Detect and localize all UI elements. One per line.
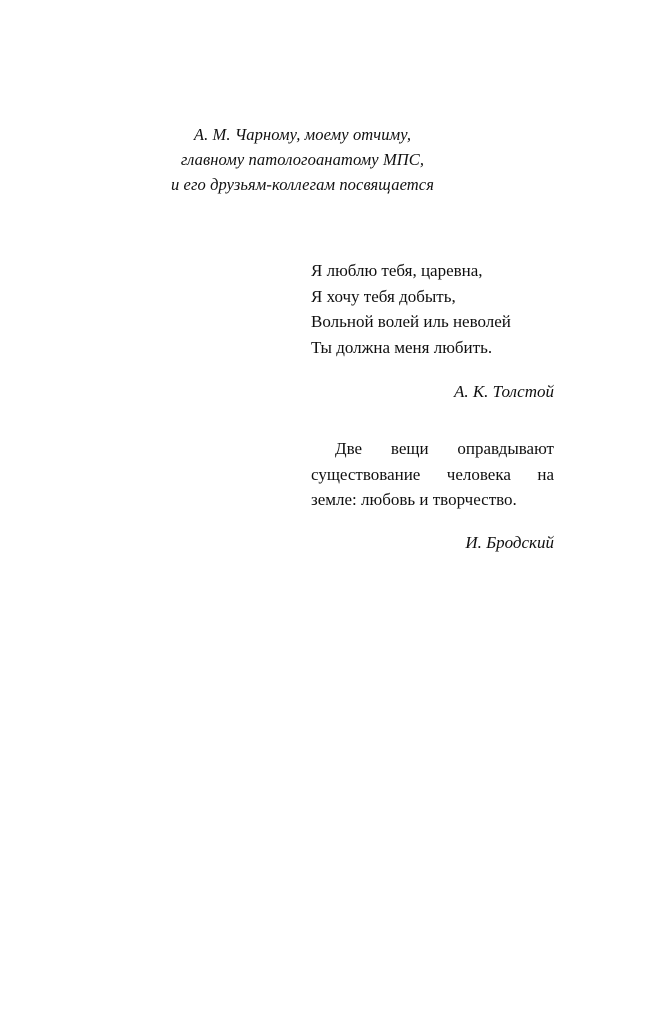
epigraph-verse-line-3: Вольной волей иль неволей	[311, 312, 511, 331]
epigraph-verse-line-2: Я хочу тебя добыть,	[311, 286, 456, 306]
epigraph-verse-line-1: Я люблю тебя, царевна,	[311, 261, 483, 280]
epigraph-prose-text: Две вещи оправдывают существование человека на земле: любовь и творчество.	[311, 439, 554, 509]
dedication-block	[0, 122, 605, 197]
dedication-line-3: и его друзьям-коллегам посвящается	[170, 175, 434, 194]
epigraph-prose-block	[311, 436, 554, 555]
dedication-line-1: А. М. Чарному, моему отчиму,	[193, 125, 412, 144]
epigraph-verse-block	[311, 258, 641, 405]
epigraph-prose-attribution: И. Бродский	[465, 532, 554, 552]
epigraph-verse-attribution: А. К. Толстой	[453, 382, 554, 401]
dedication-line-2: главному патологоанатому МПС,	[180, 150, 425, 169]
epigraph-verse-line-4: Ты должна меня любить.	[311, 337, 493, 357]
